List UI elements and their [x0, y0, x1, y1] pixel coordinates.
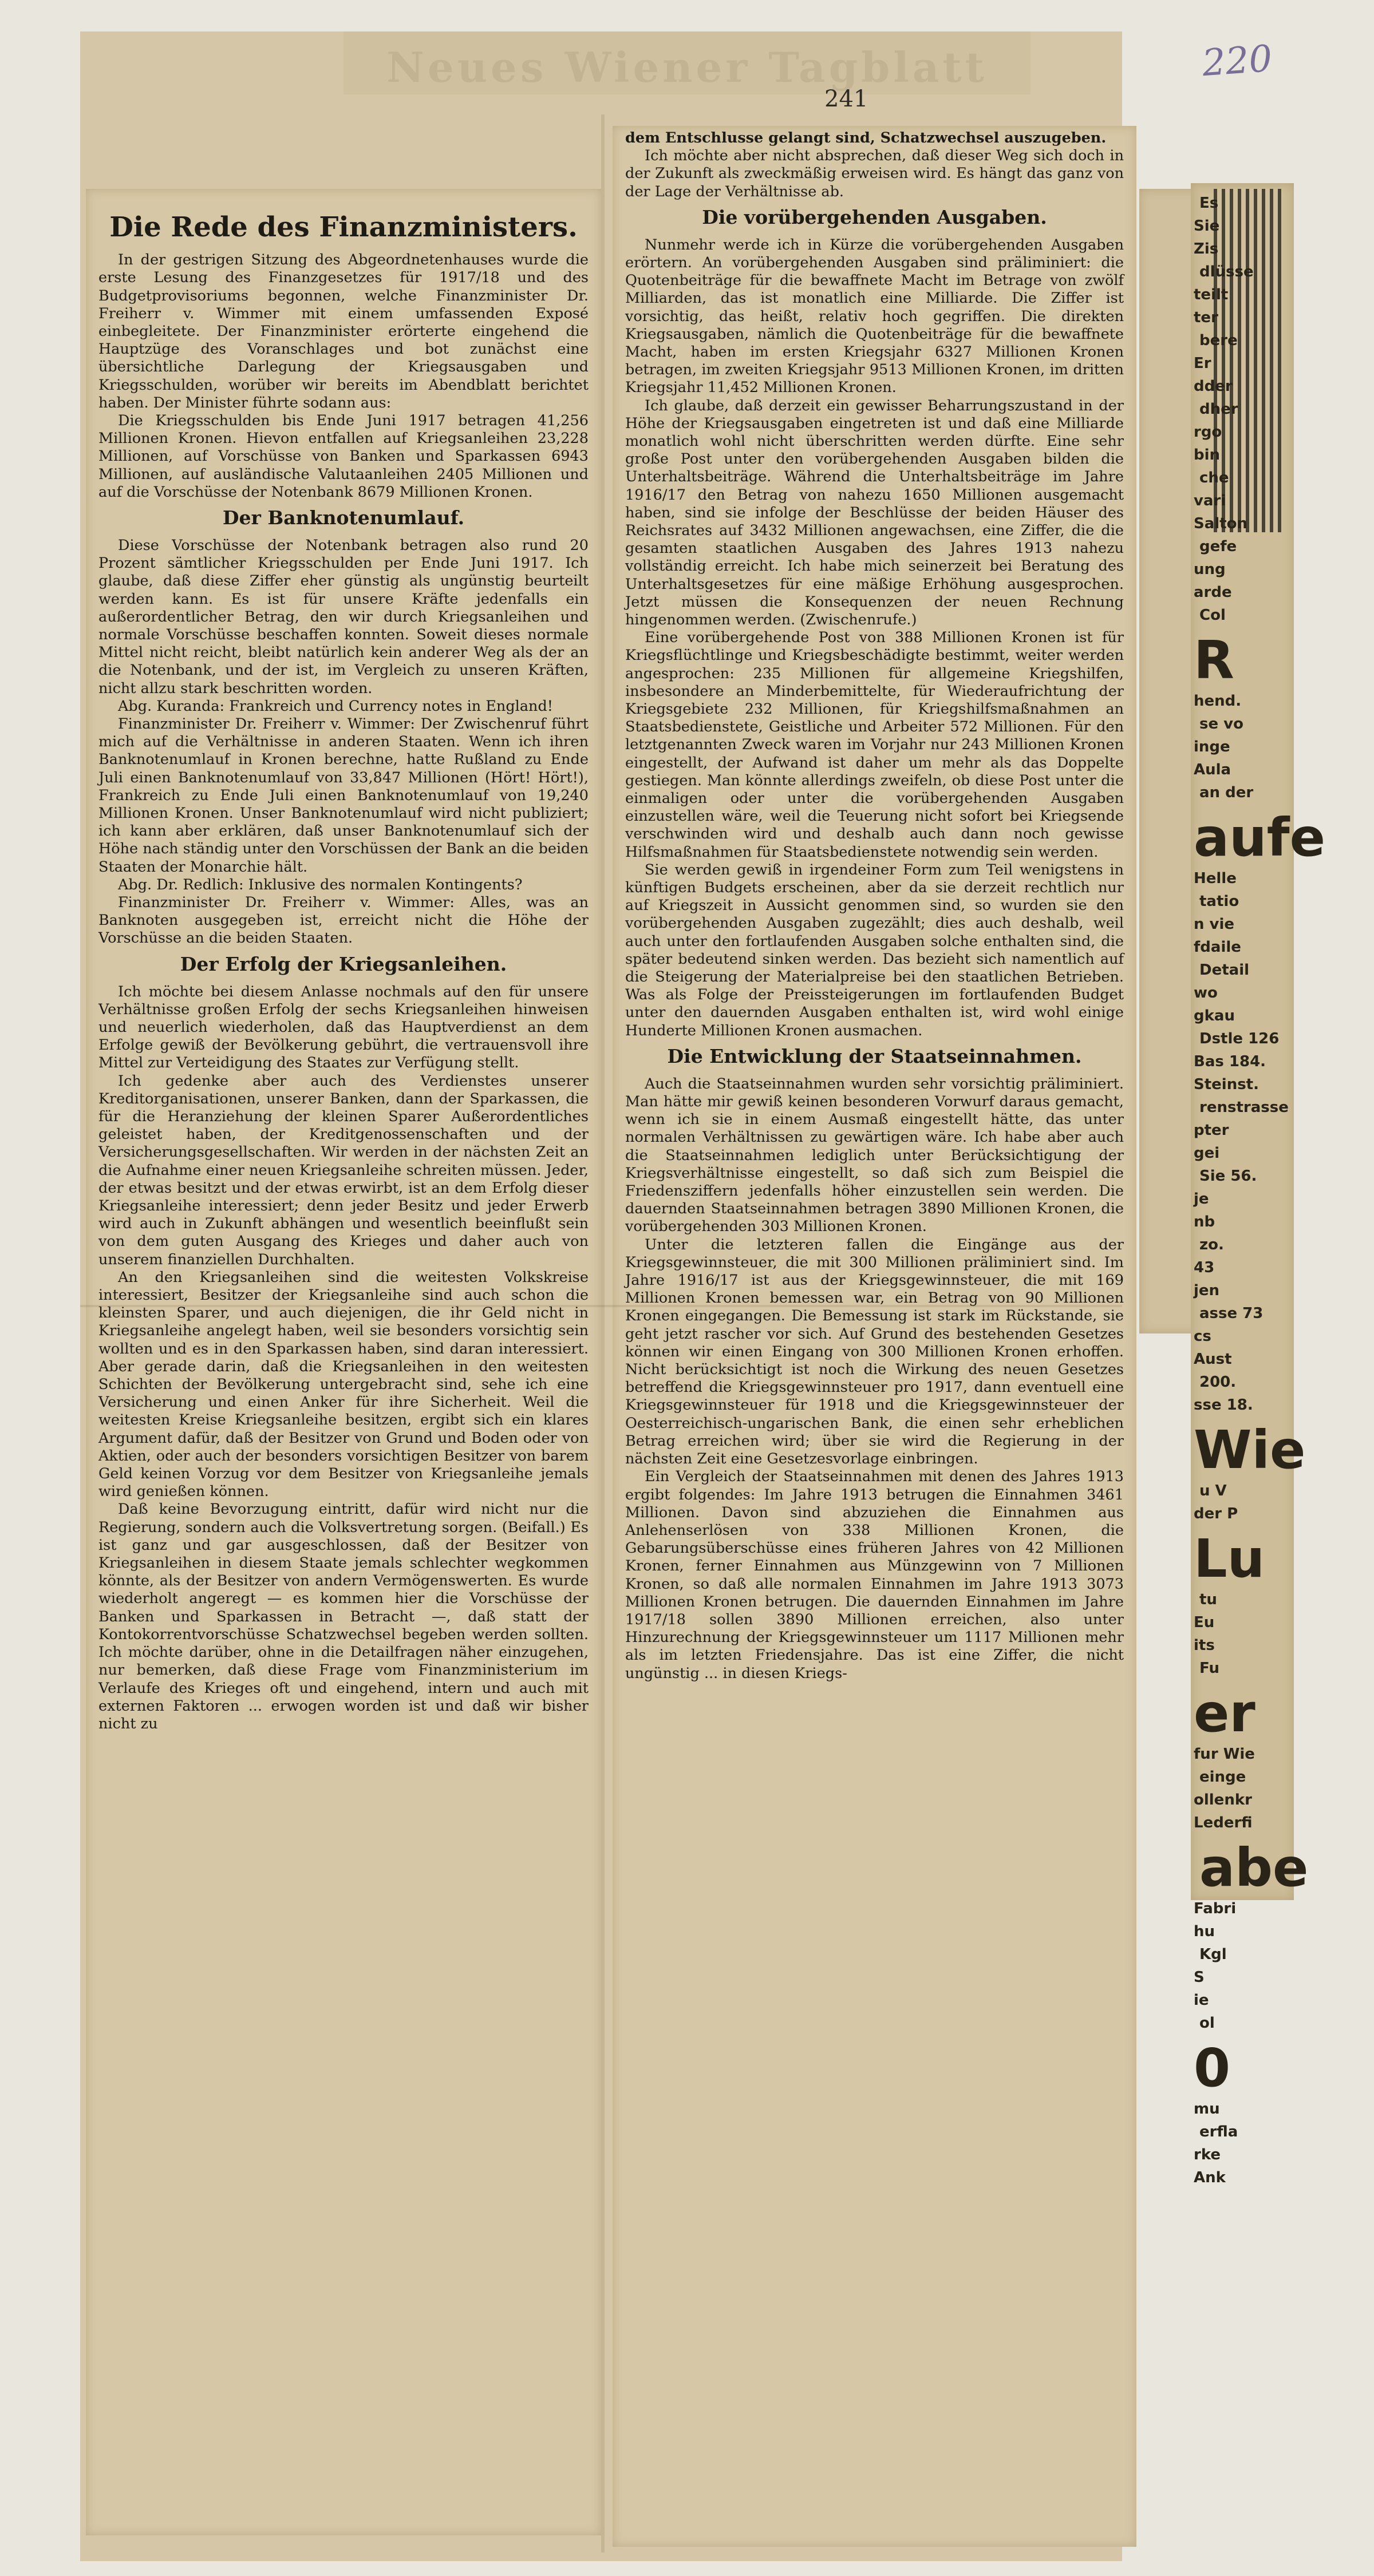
fragment-line: aufe	[1194, 807, 1325, 868]
fragment-line: fdaile	[1194, 939, 1241, 956]
paragraph: Daß keine Bevorzugung eintritt, dafür wird nicht nur die Regierung, sondern auch die Volksvertretung sorgen. (Beifall.) Es ist ganz und gar ausgeschlossen, daß der Besitzer von Kriegsanleihen in diesem Staate jemals schlechter wegkommen könnte, als der Besitzer von andern Vermögenswerten. Es wurde wiederholt angeregt — es kommen hier die Vorschüsse der Banken und Sparkassen in Betracht —, daß statt der Kontokorrentvorschüsse Schatzwechsel begeben werden sollten. Ich möchte darüber, ohne in die Detailfragen näher einzugehen, nur bemerken, daß diese Frage vom Finanzministerium im Verlaufe des Krieges oft und eingehend, intern und auch mit externen Faktoren ... erwogen worden ist und daß wir bisher nicht zu	[98, 1501, 589, 1732]
fragment-line: gkau	[1194, 1007, 1235, 1024]
fragment-line: Kgl	[1199, 1946, 1227, 1963]
column-gutter	[601, 114, 605, 2553]
section-heading: Der Erfolg der Kriegsanleihen.	[180, 952, 507, 975]
fragment-line: rgo	[1194, 424, 1222, 441]
fragment-line: Dstle 126	[1199, 1030, 1280, 1047]
paragraph: Auch die Staatseinnahmen wurden sehr vorsichtig präliminiert. Man hätte mir gewiß keinen besonderen Vorwurf daraus gemacht, wenn ich sie in einem Ausmaß eingestellt hätte, das unter normalen Verhältnissen zu gewärtigen wäre. Ich habe aber auch die Staatseinnahmen lediglich unter Berücksichtigung der Kriegsverhältnisse eingestellt, so daß sich zum Beispiel die Friedensziffern jedenfalls höher einzustellen sein werden. Die dauernden Staatseinnahmen betragen 3890 Millionen Kronen, die vorübergehenden 303 Millionen Kronen.	[625, 1075, 1124, 1236]
fragment-line: cs	[1194, 1328, 1211, 1345]
fragment-line: Salton	[1194, 515, 1247, 532]
fragment-line: vari	[1194, 492, 1226, 509]
fragment-line: renstrasse	[1199, 1099, 1289, 1116]
fragment-line: its	[1194, 1637, 1215, 1654]
fragment-line: einge	[1199, 1768, 1246, 1786]
fragment-line: 200.	[1199, 1374, 1237, 1391]
fragment-line: abe	[1199, 1837, 1309, 1898]
masthead-strip	[344, 31, 1030, 94]
fragment-line: inge	[1194, 738, 1230, 755]
paragraph: Abg. Kuranda: Frankreich und Currency notes in England!	[118, 697, 554, 715]
fragment-line: er	[1194, 1683, 1255, 1744]
fragment-line: mu	[1194, 2100, 1220, 2118]
fragment-line: Lu	[1194, 1528, 1265, 1589]
paragraph: Ich glaube, daß derzeit ein gewisser Beharrungszustand in der Höhe der Kriegsausgaben eingetreten ist und daß eine Milliarde monatlich wohl nicht überschritten werden dürfte. Eine sehr große Post unter den vorübergehenden Ausgaben bilden die Unterhaltsbeiträge. Während die Unterhaltsbeiträge im Jahre 1916/17 den Betrag von nahezu 1650 Millionen ausgemacht haben, sind sie infolge der Beschlüsse der beiden Häuser des Reichsrates auf 3432 Millionen angewachsen, eine Ziffer, die die gesamten staatlichen Ausgaben des Jahres 1913 nahezu vollständig erreicht. Ich habe mich seinerzeit bei Beratung des Unterhaltsgesetzes für eine mäßige Erhöhung ausgesprochen. Jetzt müssen die Konsequenzen der neuen Rechnung hingenommen werden. (Zwischenrufe.)	[625, 397, 1124, 629]
fragment-line: Sie 56.	[1199, 1168, 1257, 1185]
paragraph: Diese Vorschüsse der Notenbank betragen also rund 20 Prozent sämtlicher Kriegsschulden per Ende Juni 1917. Ich glaube, daß diese Ziffer eher günstig als ungünstig beurteilt werden kann. Es ist für unsere Kräfte jedenfalls ein außerordentlicher Betrag, den wir durch Kriegsanleihen und normale Vorschüsse beschaffen konnten. Soweit dieses normale Mittel nicht reicht, bleibt natürlich kein anderer Weg als der an die Notenbank, und der ist, im Vergleich zu unseren Kräften, nicht allzu stark beschritten worden.	[98, 536, 589, 697]
paragraph: Eine vorübergehende Post von 388 Millionen Kronen ist für Kriegsflüchtlinge und Kriegsbeschädigte bestimmt, weiter werden angesprochen: 235 Millionen für allgemeine Kriegshilfen, insbesondere an Minderbemittelte, für Wiederaufrichtung der Kriegsgebiete 232 Millionen, für Kriegshilfsmaßnahmen an Staatsbedienstete, Geistliche und Arbeiter 572 Millionen. Für den letztgenannten Zweck waren im Vorjahr nur 243 Millionen Kronen eingestellt, der Aufwand ist daher um mehr als das Doppelte gestiegen. Man könnte allerdings zweifeln, ob diese Post unter die einmaligen oder unter die vorübergehenden Ausgaben einzustellen wäre, weil die Teuerung nicht sofort bei Kriegsende verschwinden wird und deshalb auch dann noch gewisse Hilfsmaßnahmen für Staatsbedienstete notwendig sein werden.	[625, 629, 1124, 861]
fragment-line: Aust	[1194, 1351, 1232, 1368]
fragment-line: ter	[1194, 309, 1218, 326]
fragment-line: 43	[1194, 1259, 1215, 1276]
fragment-line: ollenkr	[1194, 1791, 1252, 1809]
fragment-line: nb	[1194, 1213, 1215, 1230]
fragment-line: gefe	[1199, 538, 1237, 555]
fragment-line: bin	[1194, 446, 1221, 464]
fragment-line: 0	[1194, 2037, 1231, 2099]
fragment-line: gei	[1194, 1145, 1220, 1162]
fragment-line: Bas 184.	[1194, 1053, 1266, 1070]
fragment-line: asse 73	[1199, 1305, 1264, 1322]
fragment-line: Er	[1194, 355, 1211, 372]
fragment-line: teilt	[1194, 286, 1229, 303]
paragraph: In der gestrigen Sitzung des Abgeordnetenhauses wurde die erste Lesung des Finanzgesetzes für 1917/18 und des Budgetprovisoriums begonnen, welche Finanzminister Dr. Freiherr v. Wimmer mit einem umfassenden Exposé einbegleitete. Der Finanzminister erörterte eingehend die Hauptzüge des Voranschlages und bot zunächst eine übersichtliche Darlegung der Kriegsausgaben und Kriegsschulden, worüber wir bereits im Abendblatt berichtet haben. Der Minister führte sodann aus:	[98, 251, 589, 411]
paragraph: Nunmehr werde ich in Kürze die vorübergehenden Ausgaben erörtern. An vorübergehenden Ausgaben sind präliminiert: die Quotenbeiträge für die bewaffnete Macht im Betrage von zwölf Milliarden, das ist monatlich eine Milliarde. Die Ziffer ist vorsichtig, das heißt, relativ hoch gegriffen. Die direkten Kriegsausgaben, nämlich die Quotenbeiträge für die bewaffnete Macht, haben im ersten Kriegsjahr 6327 Millionen Kronen betragen, im zweiten Kriegsjahr 9513 Millionen Kronen, im dritten Kriegsjahr 11,452 Millionen Kronen.	[625, 236, 1124, 397]
fragment-line: bere	[1199, 332, 1238, 349]
fragment-line: wo	[1194, 984, 1218, 1002]
fragment-line: Eu	[1194, 1614, 1215, 1631]
fragment-line: tu	[1199, 1591, 1217, 1608]
paragraph: Ein Vergleich der Staatseinnahmen mit denen des Jahres 1913 ergibt folgendes: Im Jahre 1913 betrugen die Einnahmen 3461 Millionen. Davon sind abzuziehen die Einnahmen aus Anlehenserlösen von 338 Millionen Kronen, die Gebarungsüberschüsse eines früheren Jahres von 42 Millionen Kronen, ferner Einnahmen aus Münzgewinn von 7 Millionen Kronen, so daß alle normalen Einnahmen im Jahre 1913 3073 Millionen Kronen betrugen. Die dauernden Einnahmen im Jahre 1917/18 sollen 3890 Millionen erreichen, also unter Hinzurechnung der Kriegsgewinnsteuer um 1117 Millionen mehr als im letzten Friedensjahre. Das ist eine Ziffer, die nicht ungünstig ... in diesen Kriegs-	[625, 1468, 1124, 1682]
fragment-line: fur Wie	[1194, 1746, 1255, 1763]
article-title: Die Rede des Finanzministers.	[109, 211, 578, 243]
fragment-line: der P	[1194, 1505, 1238, 1522]
fragment-line: Lederfi	[1194, 1814, 1253, 1831]
fragment-line: erfla	[1199, 2123, 1238, 2140]
fragment-line: Fu	[1199, 1660, 1219, 1677]
fragment-line: tatio	[1199, 893, 1239, 910]
fragment-line: Sie	[1194, 217, 1220, 235]
paragraph: Die Kriegsschulden bis Ende Juni 1917 betragen 41,256 Millionen Kronen. Hievon entfallen auf Kriegsanleihen 23,228 Millionen, auf Vorschüsse von Banken und Sparkassen 6943 Millionen, auf ausländische Valutaanleihen 2405 Millionen und auf die Vorschüsse der Notenbank 8679 Millionen Kronen.	[98, 412, 589, 501]
fragment-line: Aula	[1194, 761, 1231, 778]
paragraph: dem Entschlusse gelangt sind, Schatzwechsel auszugeben.	[625, 129, 1107, 147]
paragraph: Ich möchte bei diesem Anlasse nochmals auf den für unsere Verhältnisse großen Erfolg der sechs Kriegsanleihen hinweisen und neuerlich wiederholen, daß das Hauptverdienst an dem Erfolge gewiß der Bevölkerung gebührt, die vertrauensvoll ihre Mittel zur Verteidigung des Staates zur Verfügung stellt.	[98, 983, 589, 1072]
section-heading: Der Banknotenumlauf.	[222, 507, 465, 529]
fragment-text-column	[1142, 195, 1325, 2186]
paragraph: Abg. Dr. Redlich: Inklusive des normalen Kontingents?	[118, 876, 523, 893]
paragraph: Ich gedenke aber auch des Verdienstes unserer Kreditorganisationen, unserer Banken, dann der Sparkassen, die für die Heranziehung der kleinen Sparer Außerordentliches geleistet haben, der Kreditgenossenschaften und der Versicherungsgesellschaften. Wir werden in der nächsten Zeit an die Aufnahme einer neuen Kriegsanleihe schreiten müssen. Jeder, der etwas besitzt und der etwas erwirbt, ist an dem Erfolg dieser Kriegsanleihe interessiert; denn jeder Besitz und jeder Erwerb wird auch in Zukunft abhängen und wesentlich beeinflußt sein von dem guten Ausgang des Krieges und daher auch von unserem finanziellen Durchhalten.	[98, 1072, 589, 1268]
section-heading: Die vorübergehenden Ausgaben.	[702, 205, 1047, 228]
paragraph: An den Kriegsanleihen sind die weitesten Volkskreise interessiert, Besitzer der Kriegsanleihe sind auch schon die kleinsten Sparer, und auch diejenigen, die ihr Geld nicht in Kriegsanleihe angelegt haben, weil sie besonders vorsichtig sein wollten und es in den Sparkassen haben, sind daran interessiert. Aber gerade darin, daß die Kriegsanleihen in den weitesten Schichten der Bevölkerung untergebracht sind, sehe ich eine Versicherung und einen Anker für ihre Sicherheit. Weil die weitesten Kreise Kriegsanleihe besitzen, ergibt sich ein klares Argument dafür, daß der Besitzer von Grund und Boden oder von Aktien, oder auch der besonders vorsichtigen Besitzer von barem Geld keinen Vorzug vor dem Besitzer von Kriegsanleihe jemals wird genießen können.	[98, 1268, 589, 1501]
fragment-line: S	[1194, 1969, 1205, 1986]
fragment-line: ie	[1194, 1992, 1209, 2009]
fragment-line: dher	[1199, 401, 1238, 418]
fragment-line: che	[1199, 469, 1229, 486]
fragment-line: Es	[1199, 195, 1219, 212]
fragment-line: hu	[1194, 1923, 1215, 1940]
fragment-line: Detail	[1199, 961, 1250, 979]
paragraph: Sie werden gewiß in irgendeiner Form zum Teil wenigstens in künftigen Budgets erscheinen, aber da sie derzeit rechtlich nur auf Kriegszeit in Aussicht genommen sind, so wurden sie den vorübergehenden Ausgaben zugezählt; dies auch deshalb, weil auch unter den fortlaufenden Ausgaben solche enthalten sind, die später bedeutend sinken werden. Das bezieht sich namentlich auf die Steigerung der Materialpreise bei den staatlichen Betrieben. Was als Folge der Preissteigerungen im fortlaufenden Budget unter den dauernden Ausgaben enthalten ist, wird wohl einige Hunderte Millionen Kronen ausmachen.	[625, 861, 1124, 1039]
fragment-line: pter	[1194, 1122, 1229, 1139]
fragment-line: ung	[1194, 561, 1226, 578]
fragment-line: dlüsse	[1199, 263, 1254, 280]
fragment-line: dder	[1194, 378, 1233, 395]
paragraph: Finanzminister Dr. Freiherr v. Wimmer: Der Zwischenruf führt mich auf die Verhältnisse in anderen Staaten. Wenn ich ihren Banknotenumlauf in Kronen berechne, hatte Rußland zu Ende Juli einen Banknotenumlauf von 33,847 Millionen (Hört! Hört!), Frankreich zu Ende Juli einen Banknotenumlauf von 19,240 Millionen Kronen. Unser Banknotenumlauf wird nicht publiziert; ich kann aber erklären, daß unser Banknotenumlauf sich der Höhe nach ständig unter den Vorschüssen der Bank an die beiden Staaten der Monarchie hält.	[98, 715, 589, 876]
fragment-line: Col	[1199, 607, 1226, 624]
paragraph: Unter die letzteren fallen die Eingänge aus der Kriegsgewinnsteuer, die mit 300 Millionen präliminiert sind. Im Jahre 1916/17 ist aus der Kriegsgewinnsteuer, die mit 169 Millionen Kronen bemessen war, ein Betrag von 90 Millionen Kronen eingegangen. Die Bemessung ist stark im Rückstande, sie geht jetzt rascher vor sich. Auf Grund des bestehenden Gesetzes können wir einen Eingang von 300 Millionen Kronen erhoffen. Nicht berücksichtigt ist noch die Wirkung des neuen Gesetzes betreffend die Kriegsgewinnsteuer pro 1917, dann eventuell eine Kriegsgewinnsteuer für 1918 und die Kriegsgewinnsteuer der Oesterreichisch-ungarischen Bank, die einen sehr erheblichen Betrag erreichen wird; über sie wird die Regierung in der nächsten Zeit eine Gesetzesvorlage einbringen.	[625, 1236, 1124, 1468]
paragraph: Ich möchte aber nicht absprechen, daß dieser Weg sich doch in der Zukunft als zweckmäßig erweisen wird. Es hängt das ganz von der Lage der Verhältnisse ab.	[625, 147, 1124, 200]
fragment-line: je	[1194, 1190, 1209, 1208]
fragment-line: Fabri	[1194, 1900, 1237, 1917]
fragment-line: ol	[1199, 2015, 1215, 2032]
fragment-line: Helle	[1194, 870, 1237, 887]
fragment-line: an der	[1199, 784, 1254, 801]
fragment-line: Steinst.	[1194, 1076, 1259, 1093]
fragment-line: Wie	[1194, 1419, 1306, 1481]
article-column-left	[86, 189, 601, 2535]
fragment-line: arde	[1194, 584, 1232, 601]
page-number: 220	[1201, 37, 1274, 85]
page-mark: 241	[824, 86, 868, 112]
fragment-line: se vo	[1199, 715, 1243, 733]
masthead: Neues Wiener Tagblatt	[386, 43, 988, 92]
fragment-line: zo.	[1199, 1236, 1224, 1253]
fragment-line: Zis	[1194, 240, 1219, 258]
article-column-right	[613, 126, 1136, 2547]
fragment-line: hend.	[1194, 693, 1242, 710]
fragment-line: u V	[1199, 1482, 1227, 1499]
fragment-line: n vie	[1194, 916, 1235, 933]
paragraph: Finanzminister Dr. Freiherr v. Wimmer: Alles, was an Banknoten ausgegeben ist, erreicht nicht die Höhe der Vorschüsse an die beiden Staaten.	[98, 894, 589, 947]
fragment-line: jen	[1194, 1282, 1220, 1299]
section-heading: Die Entwicklung der Staatseinnahmen.	[667, 1044, 1082, 1067]
fragment-line: R	[1194, 630, 1234, 691]
fragment-line: rke	[1194, 2146, 1221, 2163]
fragment-line: Ank	[1194, 2169, 1226, 2186]
fragment-line: sse 18.	[1194, 1396, 1253, 1414]
